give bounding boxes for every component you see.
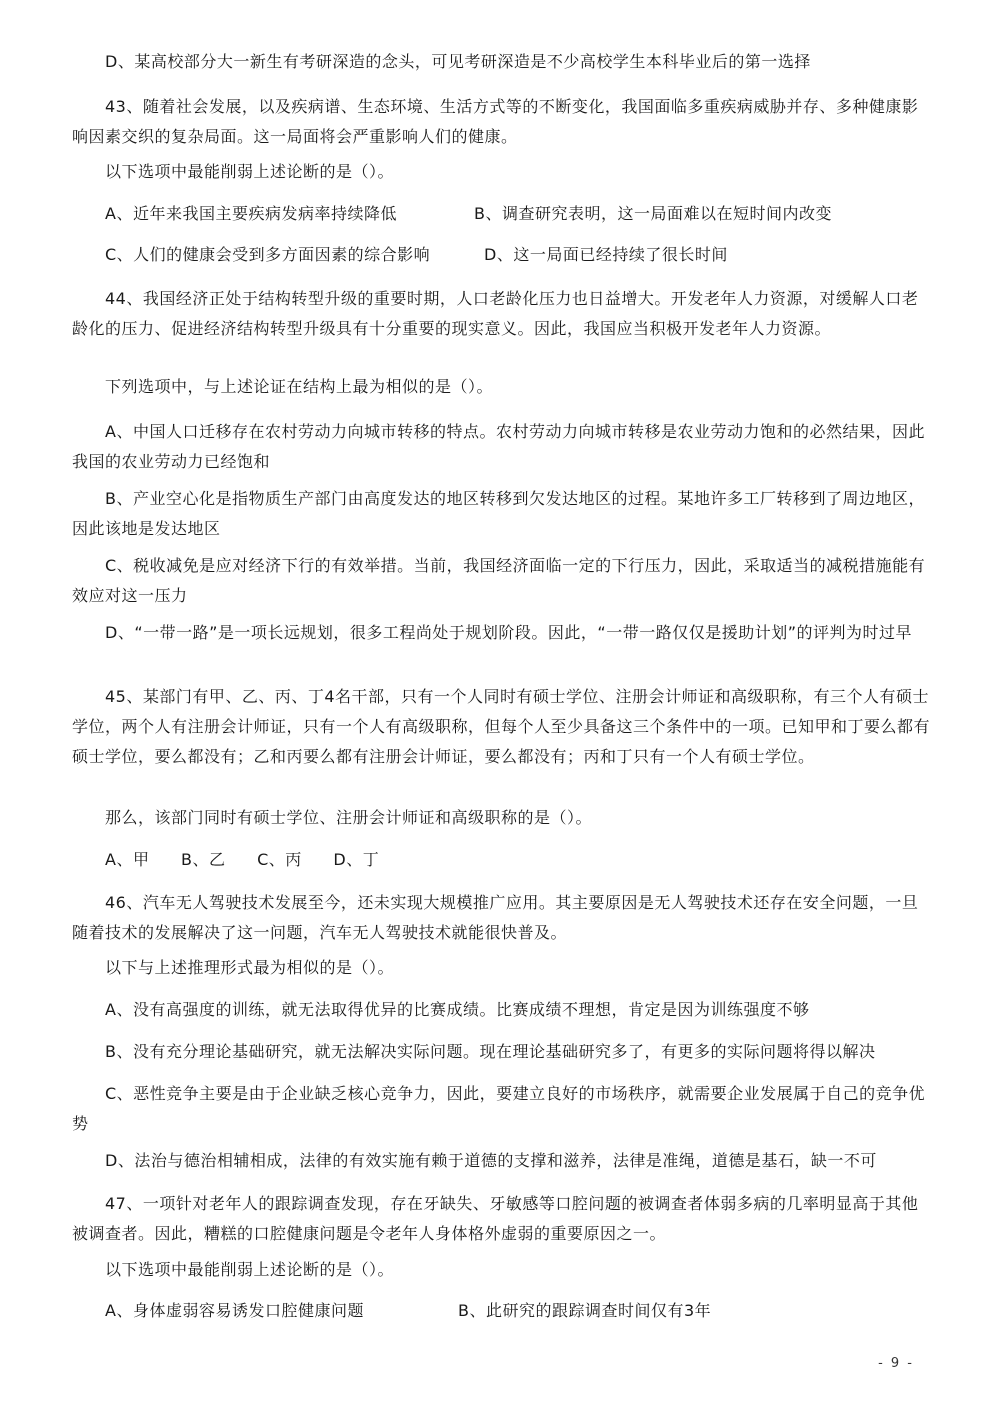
q44-option-d: D、“一带一路”是一项长远规划，很多工程尚处于规划阶段。因此，“一带一路仅仅是援助计划”的评判为时过早 bbox=[105, 623, 912, 642]
q46-option-c: C、恶性竞争主要是由于企业缺乏核心竞争力，因此，要建立良好的市场秩序，就需要企业发展属于自己的竞争优势 bbox=[72, 1084, 926, 1133]
q43-option-c: C、人们的健康会受到多方面因素的综合影响 bbox=[105, 245, 431, 264]
q45-option-d: D、丁 bbox=[333, 850, 380, 869]
q43-option-b: B、调查研究表明，这一局面难以在短时间内改变 bbox=[474, 204, 832, 223]
q44-stem: 44、我国经济正处于结构转型升级的重要时期，人口老龄化压力也日益增大。开发老年人力资源，对缓解人口老龄化的压力、促进经济结构转型升级具有十分重要的现实意义。因此，我国应当积极开发老年人力资源。 bbox=[72, 289, 919, 338]
q43-option-a: A、近年来我国主要疾病发病率持续降低 bbox=[105, 204, 397, 223]
q46-option-b: B、没有充分理论基础研究，就无法解决实际问题。现在理论基础研究多了，有更多的实际问题将得以解决 bbox=[105, 1042, 876, 1061]
q46-question: 以下与上述推理形式最为相似的是（）。 bbox=[105, 958, 395, 977]
q44-question: 下列选项中，与上述论证在结构上最为相似的是（）。 bbox=[105, 377, 494, 396]
q42-option-d: D、某高校部分大一新生有考研深造的念头，可见考研深造是不少高校学生本科毕业后的第一选择 bbox=[105, 52, 811, 71]
q43-question: 以下选项中最能削弱上述论断的是（）。 bbox=[105, 162, 395, 181]
q43-option-d: D、这一局面已经持续了很长时间 bbox=[484, 245, 728, 264]
q45-options bbox=[105, 845, 405, 875]
q44-option-b: B、产业空心化是指物质生产部门由高度发达的地区转移到欠发达地区的过程。某地许多工厂转移到了周边地区，因此该地是发达地区 bbox=[72, 489, 925, 538]
q47-option-a: A、身体虚弱容易诱发口腔健康问题 bbox=[105, 1301, 364, 1320]
q45-option-b: B、乙 bbox=[181, 850, 226, 869]
q46-stem: 46、汽车无人驾驶技术发展至今，还未实现大规模推广应用。其主要原因是无人驾驶技术还存在安全问题，一旦随着技术的发展解决了这一问题，汽车无人驾驶技术就能很快普及。 bbox=[72, 893, 919, 942]
q47-question: 以下选项中最能削弱上述论断的是（）。 bbox=[105, 1260, 395, 1279]
q46-option-a: A、没有高强度的训练，就无法取得优异的比赛成绩。比赛成绩不理想，肯定是因为训练强度不够 bbox=[105, 1000, 810, 1019]
q44-option-c: C、税收减免是应对经济下行的有效举措。当前，我国经济面临一定的下行压力，因此，采取适当的减税措施能有效应对这一压力 bbox=[72, 556, 926, 605]
q44-option-a: A、中国人口迁移存在农村劳动力向城市转移的特点。农村劳动力向城市转移是农业劳动力饱和的必然结果，因此我国的农业劳动力已经饱和 bbox=[72, 422, 925, 471]
page-number: - 9 - bbox=[878, 1356, 914, 1371]
q47-stem: 47、一项针对老年人的跟踪调查发现，存在牙缺失、牙敏感等口腔问题的被调查者体弱多病的几率明显高于其他被调查者。因此，糟糕的口腔健康问题是令老年人身体格外虚弱的重要原因之一。 bbox=[72, 1194, 919, 1243]
q45-option-c: C、丙 bbox=[257, 850, 302, 869]
q43-stem: 43、随着社会发展，以及疾病谱、生态环境、生活方式等的不断变化，我国面临多重疾病威胁并存、多种健康影响因素交织的复杂局面。这一局面将会严重影响人们的健康。 bbox=[72, 97, 919, 146]
q45-question: 那么，该部门同时有硕士学位、注册会计师证和高级职称的是（）。 bbox=[105, 808, 593, 827]
q45-stem: 45、某部门有甲、乙、丙、丁4名干部，只有一个人同时有硕士学位、注册会计师证和高级职称，有三个人有硕士学位，两个人有注册会计师证，只有一个人有高级职称，但每个人至少具备这三个条件中的一项。已知甲和丁要么都有硕士学位，要么都没有；乙和丙要么都有注册会计师证，要么都没有；丙和丁只有一个人有硕士学位。 bbox=[72, 687, 931, 766]
q45-option-a: A、甲 bbox=[105, 850, 150, 869]
q46-option-d: D、法治与德治相辅相成，法律的有效实施有赖于道德的支撑和滋养，法律是准绳，道德是基石，缺一不可 bbox=[105, 1151, 877, 1170]
q47-option-b: B、此研究的跟踪调查时间仅有3年 bbox=[458, 1301, 712, 1320]
